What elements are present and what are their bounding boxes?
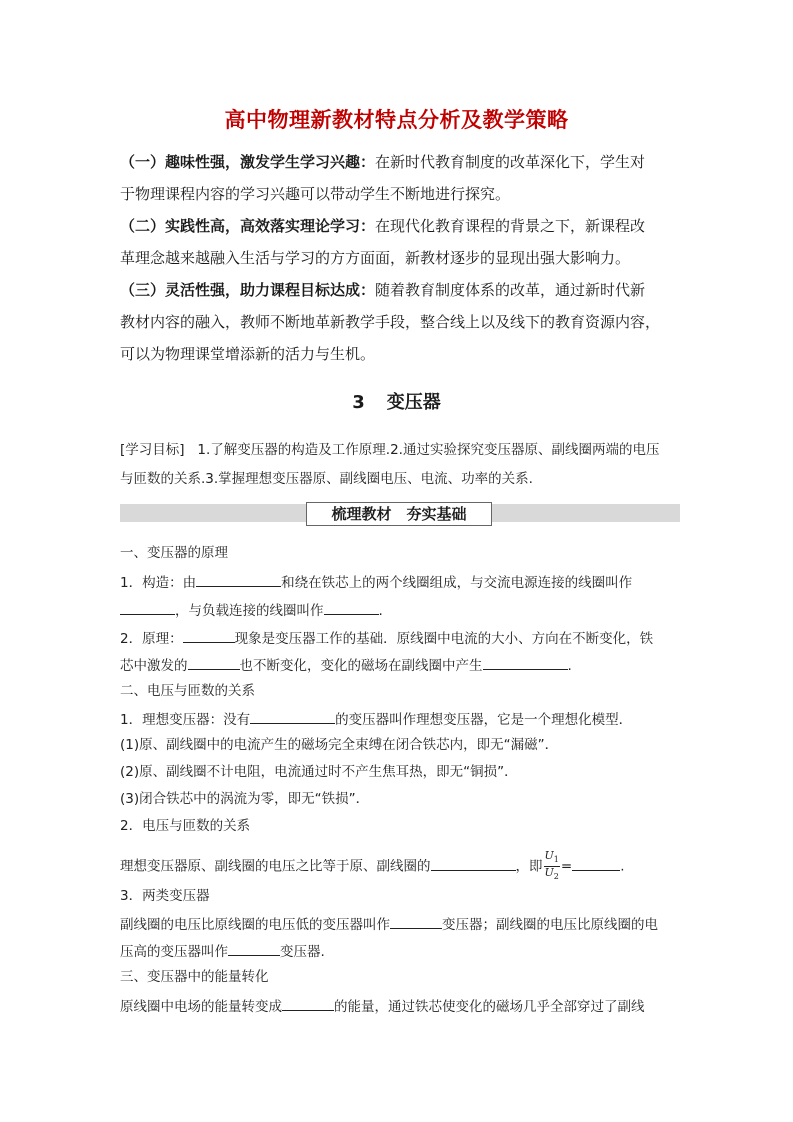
answer-blank[interactable] — [188, 654, 240, 670]
learning-goals — [120, 436, 680, 494]
text: 原线圈中电场的能量转变成 — [120, 999, 282, 1015]
answer-blank[interactable] — [183, 627, 235, 643]
text: 的变压器叫作理想变压器，它是一个理想化模型． — [335, 712, 633, 728]
denominator-subscript: 2 — [553, 872, 559, 882]
text: 压高的变压器叫作 — [120, 944, 228, 960]
text-line — [120, 940, 680, 962]
text-line: (2)原、副线圈不计电阻，电流通过时不产生焦耳热，即无“铜损”． — [120, 764, 518, 780]
text-line — [120, 913, 680, 935]
answer-blank[interactable] — [390, 913, 442, 929]
text-line: 2．电压与匝数的关系 — [120, 818, 251, 834]
text-line — [120, 571, 680, 593]
text: 理想变压器原、副线圈的电压之比等于原、副线圈的 — [120, 858, 431, 875]
answer-blank[interactable] — [431, 855, 516, 871]
intro-paragraph-1 — [120, 146, 680, 210]
goal-tag: [学习目标] — [120, 442, 185, 458]
text-line — [120, 995, 680, 1017]
heading-principle: 一、变压器的原理 — [120, 545, 228, 561]
text: ，与负载连接的线圈叫作 — [175, 603, 324, 619]
answer-blank[interactable] — [282, 995, 334, 1011]
text-line — [120, 850, 680, 883]
text: 的能量，通过铁芯使变化的磁场几乎全部穿过了副线 — [334, 999, 645, 1015]
text: 变压器. — [280, 944, 325, 960]
text: 1．构造：由 — [120, 575, 197, 591]
goal-text: 与匝数的关系.3.掌握理想变压器原、副线圈电压、电流、功率的关系. — [120, 471, 533, 487]
text: . — [620, 858, 625, 875]
intro-paragraph-3 — [120, 274, 680, 370]
section-name: 变压器 — [386, 392, 441, 413]
heading-energy: 三、变压器中的能量转化 — [120, 969, 269, 985]
text-line — [120, 708, 680, 730]
answer-blank[interactable] — [120, 599, 175, 615]
text: 副线圈的电压比原线圈的电压低的变压器叫作 — [120, 917, 390, 933]
answer-blank[interactable] — [196, 571, 281, 587]
intro-text: 教材内容的融入，教师不断地革新教学手段，整合线上以及线下的教育资源内容， — [120, 313, 661, 331]
text: 现象是变压器工作的基础．原线圈中电流的大小、方向在不断变化，铁 — [234, 631, 654, 647]
numerator-subscript: 1 — [553, 855, 559, 865]
intro-text: 在新时代教育制度的改革深化下，学生对 — [375, 153, 646, 171]
fraction-numerator: U — [544, 849, 554, 862]
heading-voltage: 二、电压与匝数的关系 — [120, 683, 255, 699]
goal-text: 1.了解变压器的构造及工作原理.2.通过实验探究变压器原、副线圈两端的电压 — [197, 442, 660, 458]
text: . — [378, 603, 383, 619]
answer-blank[interactable] — [228, 940, 280, 956]
text: 变压器；副线圈的电压比原线圈的电 — [442, 917, 658, 933]
text-line — [120, 627, 680, 649]
section-title — [0, 388, 793, 414]
text-line: 3．两类变压器 — [120, 888, 210, 904]
text: ，即 — [515, 858, 543, 875]
text: 芯中激发的 — [120, 658, 188, 674]
text: 也不断变化，变化的磁场在副线圈中产生 — [239, 658, 483, 674]
answer-blank[interactable] — [324, 599, 379, 615]
text: . — [567, 658, 572, 674]
text-line — [120, 599, 680, 621]
answer-blank[interactable] — [572, 855, 620, 871]
text-line: (3)闭合铁芯中的涡流为零，即无“铁损”． — [120, 791, 370, 807]
fraction-denominator: U — [544, 866, 554, 880]
intro-heading-2: （二）实践性高，高效落实理论学习： — [120, 217, 376, 235]
intro-text: 在现代化教育课程的背景之下，新课程改 — [375, 217, 646, 235]
answer-blank[interactable] — [483, 654, 568, 670]
intro-text: 革理念越来越融入生活与学习的方方面面，新教材逐步的显现出强大影响力。 — [120, 249, 631, 267]
page-title: 高中物理新教材特点分析及教学策略 — [224, 108, 569, 132]
intro-heading-1: （一）趣味性强，激发学生学习兴趣： — [120, 153, 376, 171]
section-number: 3 — [352, 392, 365, 413]
text: 和绕在铁芯上的两个线圈组成，与交流电源连接的线圈叫作 — [281, 575, 633, 591]
voltage-ratio-fraction — [544, 850, 560, 883]
intro-text: 可以为物理课堂增添新的活力与生机。 — [120, 345, 376, 363]
intro-paragraph-2 — [120, 210, 680, 274]
text: 2．原理： — [120, 631, 183, 647]
intro-text: 于物理课程内容的学习兴趣可以带动学生不断地进行探究。 — [120, 185, 511, 203]
intro-heading-3: （三）灵活性强，助力课程目标达成： — [120, 281, 376, 299]
band-label: 梳理教材 夯实基础 — [306, 502, 492, 526]
text: = — [560, 858, 573, 875]
text-line: (1)原、副线圈中的电流产生的磁场完全束缚在闭合铁芯内，即无“漏磁”． — [120, 737, 559, 753]
intro-text: 随着教育制度体系的改革，通过新时代新 — [375, 281, 646, 299]
answer-blank[interactable] — [250, 708, 335, 724]
text: 1．理想变压器：没有 — [120, 712, 251, 728]
text-line — [120, 654, 680, 676]
